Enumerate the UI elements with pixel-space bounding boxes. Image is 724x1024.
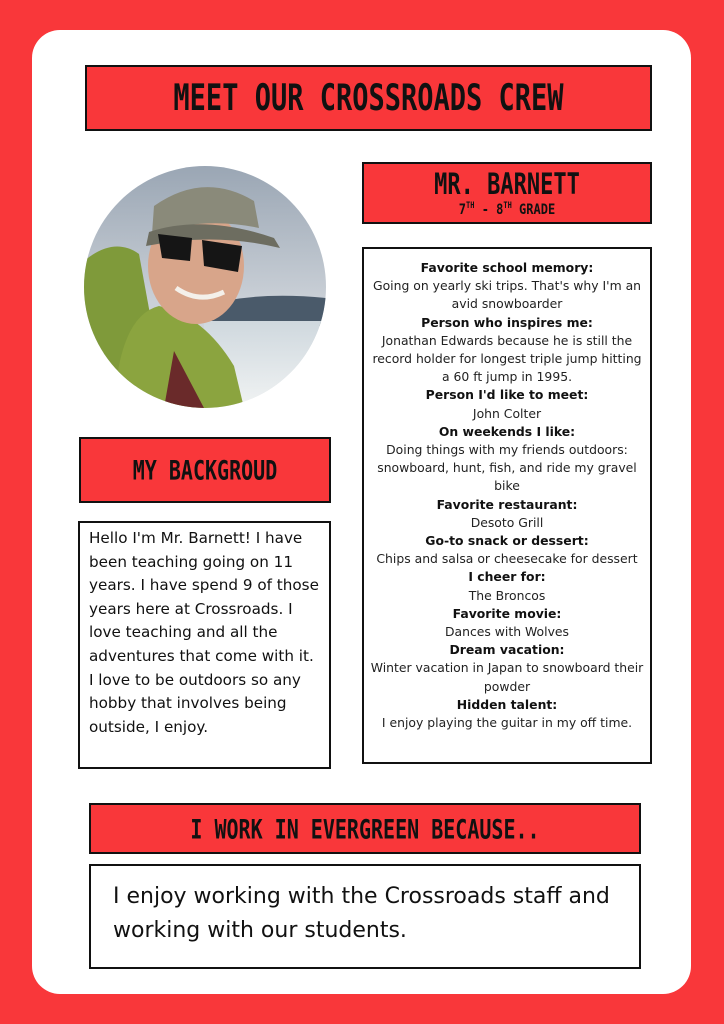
fact-item: Favorite movie: Dances with Wolves [444,605,569,640]
fact-item: Hidden talent: I enjoy playing the guitar in my off time. [381,696,633,731]
background-heading-banner [79,437,331,503]
page-title-banner [85,65,652,131]
page-title: MEET OUR CROSSROADS CREW [173,77,564,119]
fact-item: On weekends I like: Doing things with my friends outdoors: snowboard, hunt, fish, and ride my gravel bike [377,423,637,494]
evergreen-heading: I WORK IN EVERGREEN BECAUSE.. [190,812,540,845]
background-heading: MY BACKGROUD [132,453,278,487]
fact-item: Go-to snack or dessert: Chips and salsa or cheesecake for dessert [376,533,638,567]
fact-item: I cheer for: The Broncos [468,569,546,603]
fact-item: Person who inspires me: Jonathan Edwards because he is still the record holder for longest triple jump hitting a 60 ft jump in 1995. [372,314,642,385]
teacher-name-banner [362,162,652,224]
fact-item: Dream vacation: Winter vacation in Japan to snowboard their powder [370,642,644,694]
favorites-list [362,247,652,764]
teacher-grade: 7TH - 8TH GRADE [458,200,556,218]
background-text: Hello I'm Mr. Barnett! I have been teaching going on 11 years. I have spend 9 of those years here at Crossroads. I love teaching and all the adventures that come with it. I love to be outdoors so any hobby that involves being outside, I enjoy. [78,521,331,769]
teacher-name: MR. BARNETT [434,167,580,202]
fact-item: Favorite restaurant: Desoto Grill [436,496,578,530]
evergreen-heading-banner [89,803,641,854]
fact-item: Favorite school memory: Going on yearly ski trips. That's why I'm an avid snowboarder [372,260,642,312]
profile-photo [84,166,326,408]
fact-item: Person I'd like to meet: John Colter [425,387,589,421]
evergreen-text: I enjoy working with the Crossroads staff and working with our students. [89,864,641,969]
